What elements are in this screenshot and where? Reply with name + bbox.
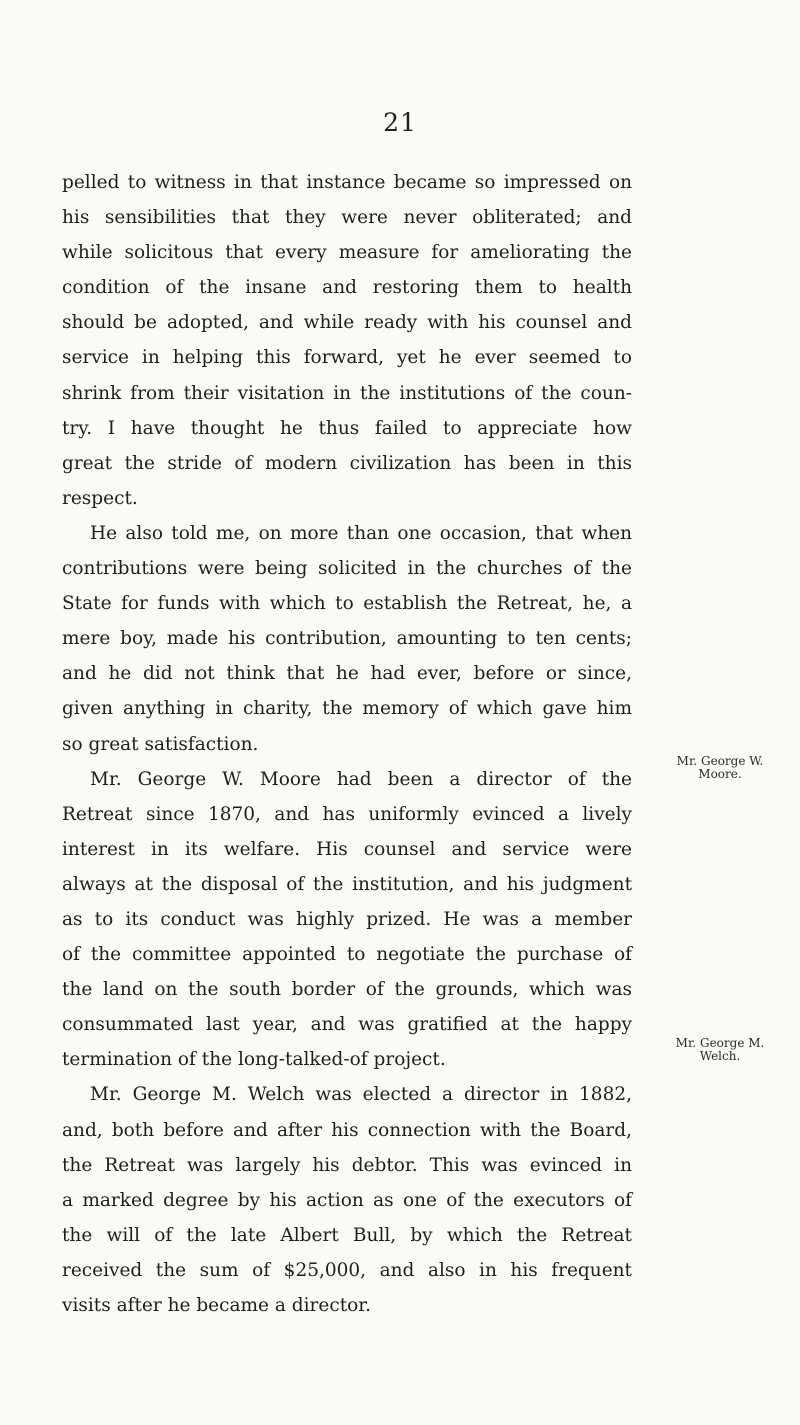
text-line: should be adopted, and while ready with his counsel and bbox=[62, 312, 632, 334]
text-line: the land on the south border of the grounds, which was bbox=[62, 979, 632, 1001]
text-line: consummated last year, and was gratified at the happy bbox=[62, 1014, 632, 1036]
text-line: condition of the insane and restoring them to health bbox=[62, 277, 632, 299]
text-line: given anything in charity, the memory of which gave him bbox=[62, 698, 632, 720]
sidenote-welch-line2: Welch. bbox=[699, 1049, 741, 1063]
text-line: pelled to witness in that instance became so impressed on bbox=[62, 172, 632, 193]
sidenote-moore bbox=[640, 755, 800, 781]
text-line: a marked degree by his action as one of the executors of bbox=[62, 1189, 632, 1211]
text-line: the Retreat was largely his debtor. This was evinced in bbox=[62, 1154, 632, 1176]
sidenote-welch bbox=[640, 1037, 800, 1063]
text-line: Mr. George M. Welch was elected a director in 1882, bbox=[90, 1084, 632, 1106]
text-line: service in helping this forward, yet he ever seemed to bbox=[62, 347, 632, 369]
page-number: 21 bbox=[383, 108, 417, 137]
text-line: and he did not think that he had ever, before or since, bbox=[62, 663, 632, 685]
text-line: try. I have thought he thus failed to appreciate how bbox=[62, 417, 632, 439]
text-line: received the sum of $25,000, and also in his frequent bbox=[62, 1259, 632, 1281]
text-line: of the committee appointed to negotiate the purchase of bbox=[62, 944, 632, 966]
body-text bbox=[62, 165, 632, 1323]
sidenote-moore-line2: Moore. bbox=[698, 767, 742, 781]
text-line: the will of the late Albert Bull, by which the Retreat bbox=[62, 1224, 632, 1246]
text-line: Retreat since 1870, and has uniformly evinced a lively bbox=[62, 803, 632, 825]
sidenote-moore-line1: Mr. George W. bbox=[676, 754, 764, 768]
text-line: contributions were being solicited in the churches of the bbox=[62, 558, 632, 580]
text-line: and, both before and after his connection with the Board, bbox=[62, 1119, 632, 1141]
text-line: termination of the long-talked-of project. bbox=[62, 1049, 446, 1071]
text-line: respect. bbox=[62, 487, 138, 509]
sidenote-welch-line1: Mr. George M. bbox=[675, 1036, 765, 1050]
text-line: visits after he became a director. bbox=[62, 1295, 371, 1316]
text-line: his sensibilities that they were never obliterated; and bbox=[62, 207, 632, 229]
text-line: as to its conduct was highly prized. He was a member bbox=[62, 908, 632, 930]
text-line: great the stride of modern civilization has been in this bbox=[62, 452, 632, 474]
text-line: mere boy, made his contribution, amounting to ten cents; bbox=[62, 628, 632, 650]
text-line: always at the disposal of the institution, and his judgment bbox=[62, 873, 632, 895]
text-line: State for funds with which to establish the Retreat, he, a bbox=[62, 593, 632, 615]
text-line: so great satisfaction. bbox=[62, 733, 259, 755]
text-line: He also told me, on more than one occasion, that when bbox=[90, 522, 632, 544]
text-line: shrink from their visitation in the institutions of the coun- bbox=[62, 382, 632, 404]
text-line: Mr. George W. Moore had been a director of the bbox=[90, 768, 632, 790]
text-line: while solicitous that every measure for ameliorating the bbox=[62, 242, 632, 264]
text-line: interest in its welfare. His counsel and service were bbox=[62, 838, 632, 860]
